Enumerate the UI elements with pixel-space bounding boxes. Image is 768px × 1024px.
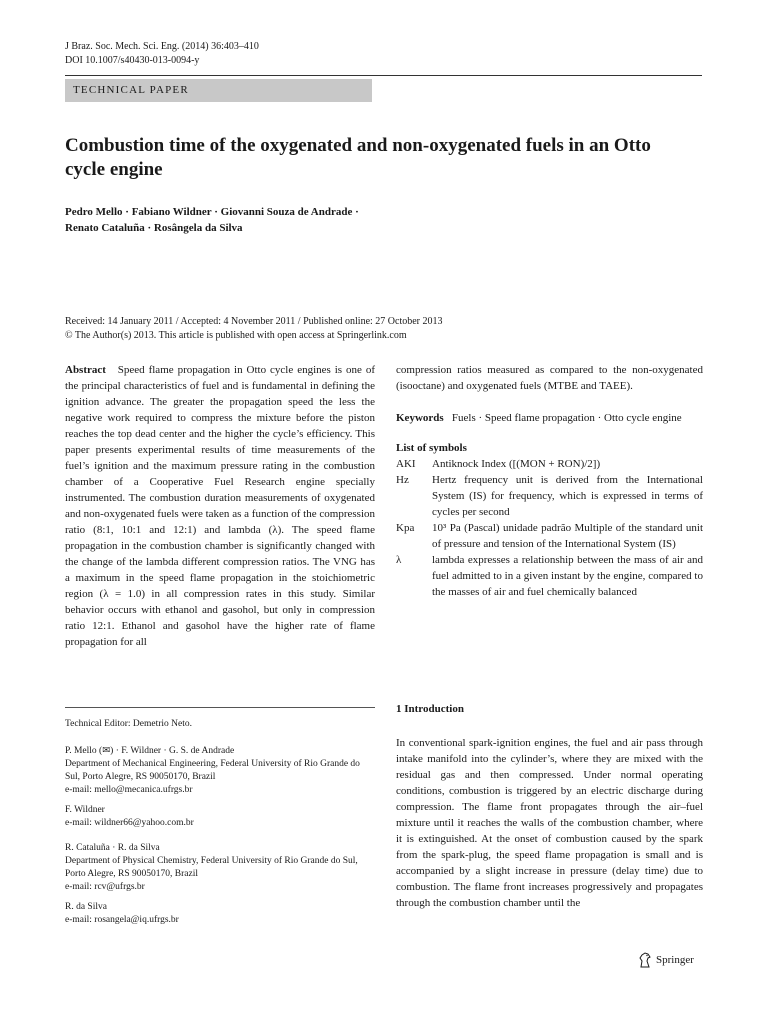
affiliation-names: R. Cataluña · R. da Silva	[65, 843, 160, 853]
abstract	[65, 362, 375, 650]
keywords	[396, 410, 703, 426]
abstract-continuation: compression ratios measured as compared to the non-oxygenated (isooctane) and oxygenated fuels (MTBE and TAEE).	[396, 364, 703, 392]
affiliation-1	[65, 745, 375, 797]
affiliation-email[interactable]: e-mail: rcv@ufrgs.br	[65, 882, 145, 892]
symbol-row	[396, 472, 703, 520]
symbols-list	[396, 456, 703, 600]
affiliation-3	[65, 842, 375, 894]
symbol-definition: lambda expresses a relationship between the mass of air and fuel admitted to in a given instant by the engine, compared to the masses of air and fuel chemically balanced	[432, 554, 703, 598]
affiliation-email[interactable]: e-mail: wildner66@yahoo.com.br	[65, 818, 194, 828]
keywords-text: Fuels · Speed flame propagation · Otto cycle engine	[451, 412, 682, 424]
symbol-definition: Hertz frequency unit is derived from the International System (IS) for frequency, which is expressed in terms of cycles per second	[432, 474, 703, 518]
paper-title: Combustion time of the oxygenated and non-oxygenated fuels in an Otto cycle engine	[65, 135, 651, 180]
affiliation-department: Department of Physical Chemistry, Federal University of Rio Grande do Sul, Porto Alegre, RS 90050170, Brazil	[65, 856, 358, 879]
symbol-term: Hz	[396, 474, 409, 486]
technical-editor: Technical Editor: Demetrio Neto.	[65, 719, 193, 729]
copyright-notice: © The Author(s) 2013. This article is published with open access at Springerlink.com	[65, 330, 407, 341]
symbol-definition: 10³ Pa (Pascal) unidade padrão Multiple of the standard unit of pressure and tension of the International System (IS)	[432, 522, 703, 550]
received-dates: Received: 14 January 2011 / Accepted: 4 November 2011 / Published online: 27 October 2013	[65, 316, 443, 327]
affiliation-names: F. Wildner	[65, 805, 105, 815]
section-label: TECHNICAL PAPER	[65, 79, 372, 102]
doi[interactable]: DOI 10.1007/s40430-013-0094-y	[65, 55, 200, 66]
symbol-term: AKI	[396, 458, 416, 470]
keywords-label: Keywords	[396, 412, 444, 424]
author-list	[65, 204, 665, 236]
journal-header	[65, 40, 259, 68]
affiliation-4	[65, 901, 375, 927]
authors-line-1: Pedro Mello · Fabiano Wildner · Giovanni Souza de Andrade ·	[65, 206, 359, 218]
footnote-rule	[65, 707, 375, 708]
symbol-term: λ	[396, 554, 402, 566]
publisher-name: Springer	[656, 954, 694, 966]
authors-line-2: Renato Cataluña · Rosângela da Silva	[65, 222, 243, 234]
publisher-logo	[638, 952, 694, 968]
symbol-row	[396, 520, 703, 552]
abstract-label: Abstract	[65, 364, 106, 376]
affiliation-email[interactable]: e-mail: mello@mecanica.ufrgs.br	[65, 785, 193, 795]
affiliation-names: R. da Silva	[65, 902, 107, 912]
introduction-text: In conventional spark-ignition engines, the fuel and air pass through intake manifold into the cylinder’s, where they are mixed with the residual gas and then compressed. Under normal operating conditions, combustion is triggered by an electric discharge during compression. The flame front propagates through the air–fuel mixture until it reaches the walls of the combustion chamber, where it is extinguished. At the onset of combustion caused by the spark from the spark-plug, the speed flame propagation is small and is accompanied by a slight increase in pressure (delay time) due to combustion. The flame front increases progressively and propagates through the combustion chamber until the	[396, 737, 703, 909]
symbol-term: Kpa	[396, 522, 415, 534]
publication-dates	[65, 315, 705, 343]
right-column	[396, 362, 703, 600]
header-rule	[65, 75, 702, 76]
symbol-definition: Antiknock Index ([(MON + RON)/2])	[432, 458, 601, 470]
affiliation-department: Department of Mechanical Engineering, Federal University of Rio Grande do Sul, Porto Alegre, RS 90050170, Brazil	[65, 759, 360, 782]
symbol-row	[396, 552, 703, 600]
introduction-heading: 1 Introduction	[396, 703, 464, 715]
journal-citation: J Braz. Soc. Mech. Sci. Eng. (2014) 36:403–410	[65, 41, 259, 52]
affiliation-email[interactable]: e-mail: rosangela@iq.ufrgs.br	[65, 915, 179, 925]
abstract-text: Speed flame propagation in Otto cycle engines is one of the principal characteristics of fuel and is fundamental in defining the ignition advance. The greater the propagation speed the less the negative work required to compress the mixture before the piston reaches the top dead center and the higher the cycle’s efficiency. This paper presents experimental results of time measurements of the fuel’s ignition and the maximum pressure rating in the combustion chamber of a Cooperative Fuel Research engine specially instrumented. The combustion duration measurements of oxygenated and non-oxygenated fuels were taken as a function of the compression ratio (8:1, 10:1 and 12:1) and lambda (λ). The speed flame propagation in the combustion chamber is significantly changed with the change of the lambda different compression ratios. The VNG has a maximum in the speed flame propagation in the stoichiometric region (λ = 1.0) in all compression rates in this study. Similar behavior occurs with ethanol and gasohol, but only in compression ratio 12:1. Ethanol and gasohol have the higher rate of flame propagation for all	[65, 364, 375, 648]
affiliation-2	[65, 804, 375, 830]
symbol-row	[396, 456, 703, 472]
affiliation-names: P. Mello (✉) · F. Wildner · G. S. de Andrade	[65, 746, 235, 756]
springer-horse-icon	[638, 952, 652, 968]
symbols-heading: List of symbols	[396, 442, 467, 454]
